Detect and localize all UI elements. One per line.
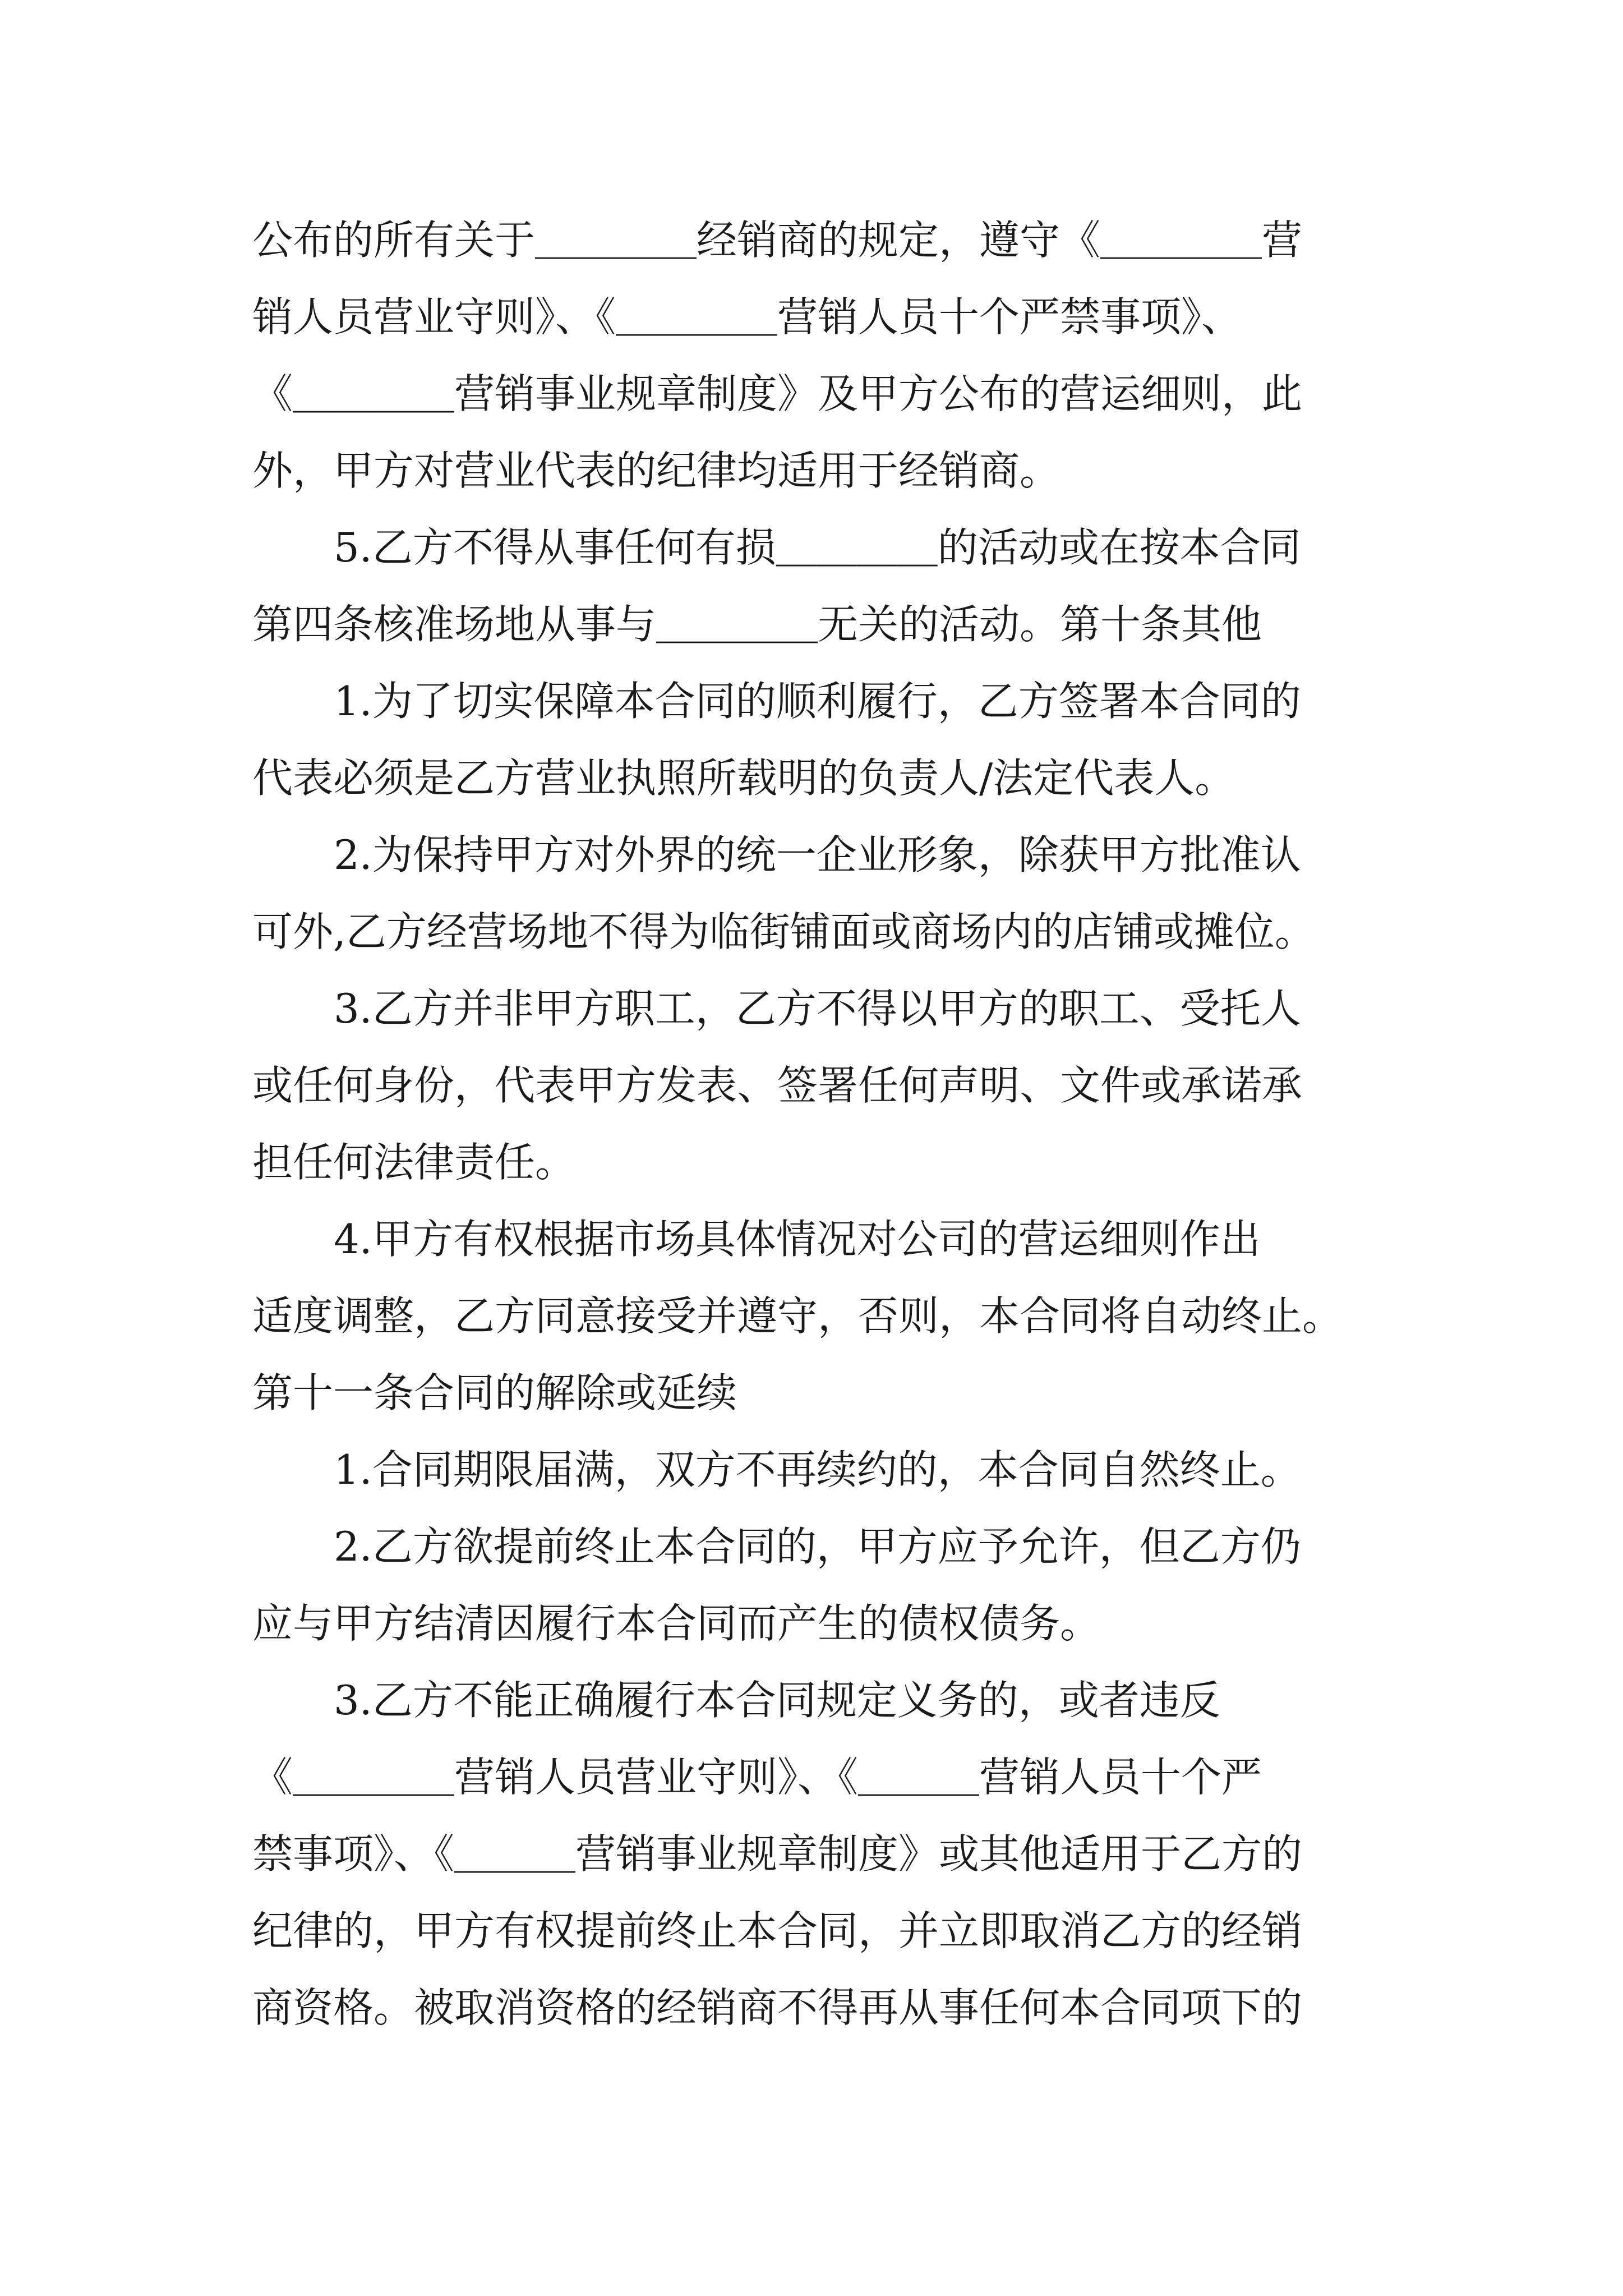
text-line-10: 可外,乙方经营场地不得为临街铺面或商场内的店铺或摊位。 bbox=[252, 908, 1315, 955]
text-line-14: 4.甲方有权根据市场具体情况对公司的营运细则作出 bbox=[334, 1216, 1261, 1263]
text-line-23: 纪律的，甲方有权提前终止本合同，并立即取消乙方的经销 bbox=[252, 1907, 1303, 1954]
text-line-20: 3.乙方不能正确履行本合同规定义务的，或者违反 bbox=[334, 1677, 1220, 1724]
text-line-7: 1.为了切实保障本合同的顺利履行，乙方签署本合同的 bbox=[334, 678, 1301, 725]
text-line-15: 适度调整，乙方同意接受并遵守，否则，本合同将自动终止。 bbox=[252, 1292, 1343, 1340]
text-line-1: 公布的所有关于＿＿＿＿经销商的规定，遵守《＿＿＿＿营 bbox=[252, 217, 1303, 264]
text-line-17: 1.合同期限届满，双方不再续约的，本合同自然终止。 bbox=[334, 1446, 1301, 1493]
text-line-16: 第十一条合同的解除或延续 bbox=[252, 1369, 737, 1416]
text-line-8: 代表必须是乙方营业执照所载明的负责人/法定代表人。 bbox=[252, 754, 1235, 802]
text-line-13: 担任何法律责任。 bbox=[252, 1139, 576, 1186]
text-line-9: 2.为保持甲方对外界的统一企业形象，除获甲方批准认 bbox=[334, 831, 1301, 878]
text-line-5: 5.乙方不得从事任何有损＿＿＿＿的活动或在按本合同 bbox=[334, 524, 1301, 571]
text-line-18: 2.乙方欲提前终止本合同的，甲方应予允许，但乙方仍 bbox=[334, 1523, 1301, 1570]
text-line-12: 或任何身份，代表甲方发表、签署任何声明、文件或承诺承 bbox=[252, 1062, 1303, 1109]
text-line-6: 第四条核准场地从事与＿＿＿＿无关的活动。第十条其他 bbox=[252, 601, 1262, 648]
text-line-3: 《＿＿＿＿营销事业规章制度》及甲方公布的营运细则，此 bbox=[252, 370, 1303, 417]
text-line-11: 3.乙方并非甲方职工，乙方不得以甲方的职工、受托人 bbox=[334, 985, 1301, 1032]
text-line-19: 应与甲方结清因履行本合同而产生的债权债务。 bbox=[252, 1600, 1101, 1647]
text-line-21: 《＿＿＿＿营销人员营业守则》、《＿＿＿营销人员十个严 bbox=[252, 1754, 1262, 1801]
text-line-24: 商资格。被取消资格的经销商不得再从事任何本合同项下的 bbox=[252, 1984, 1303, 2031]
text-line-2: 销人员营业守则》、《＿＿＿＿营销人员十个严禁事项》、 bbox=[252, 293, 1242, 341]
text-line-4: 外，甲方对营业代表的纪律均适用于经销商。 bbox=[252, 447, 1061, 494]
text-line-22: 禁事项》、《＿＿＿营销事业规章制度》或其他适用于乙方的 bbox=[252, 1830, 1303, 1878]
